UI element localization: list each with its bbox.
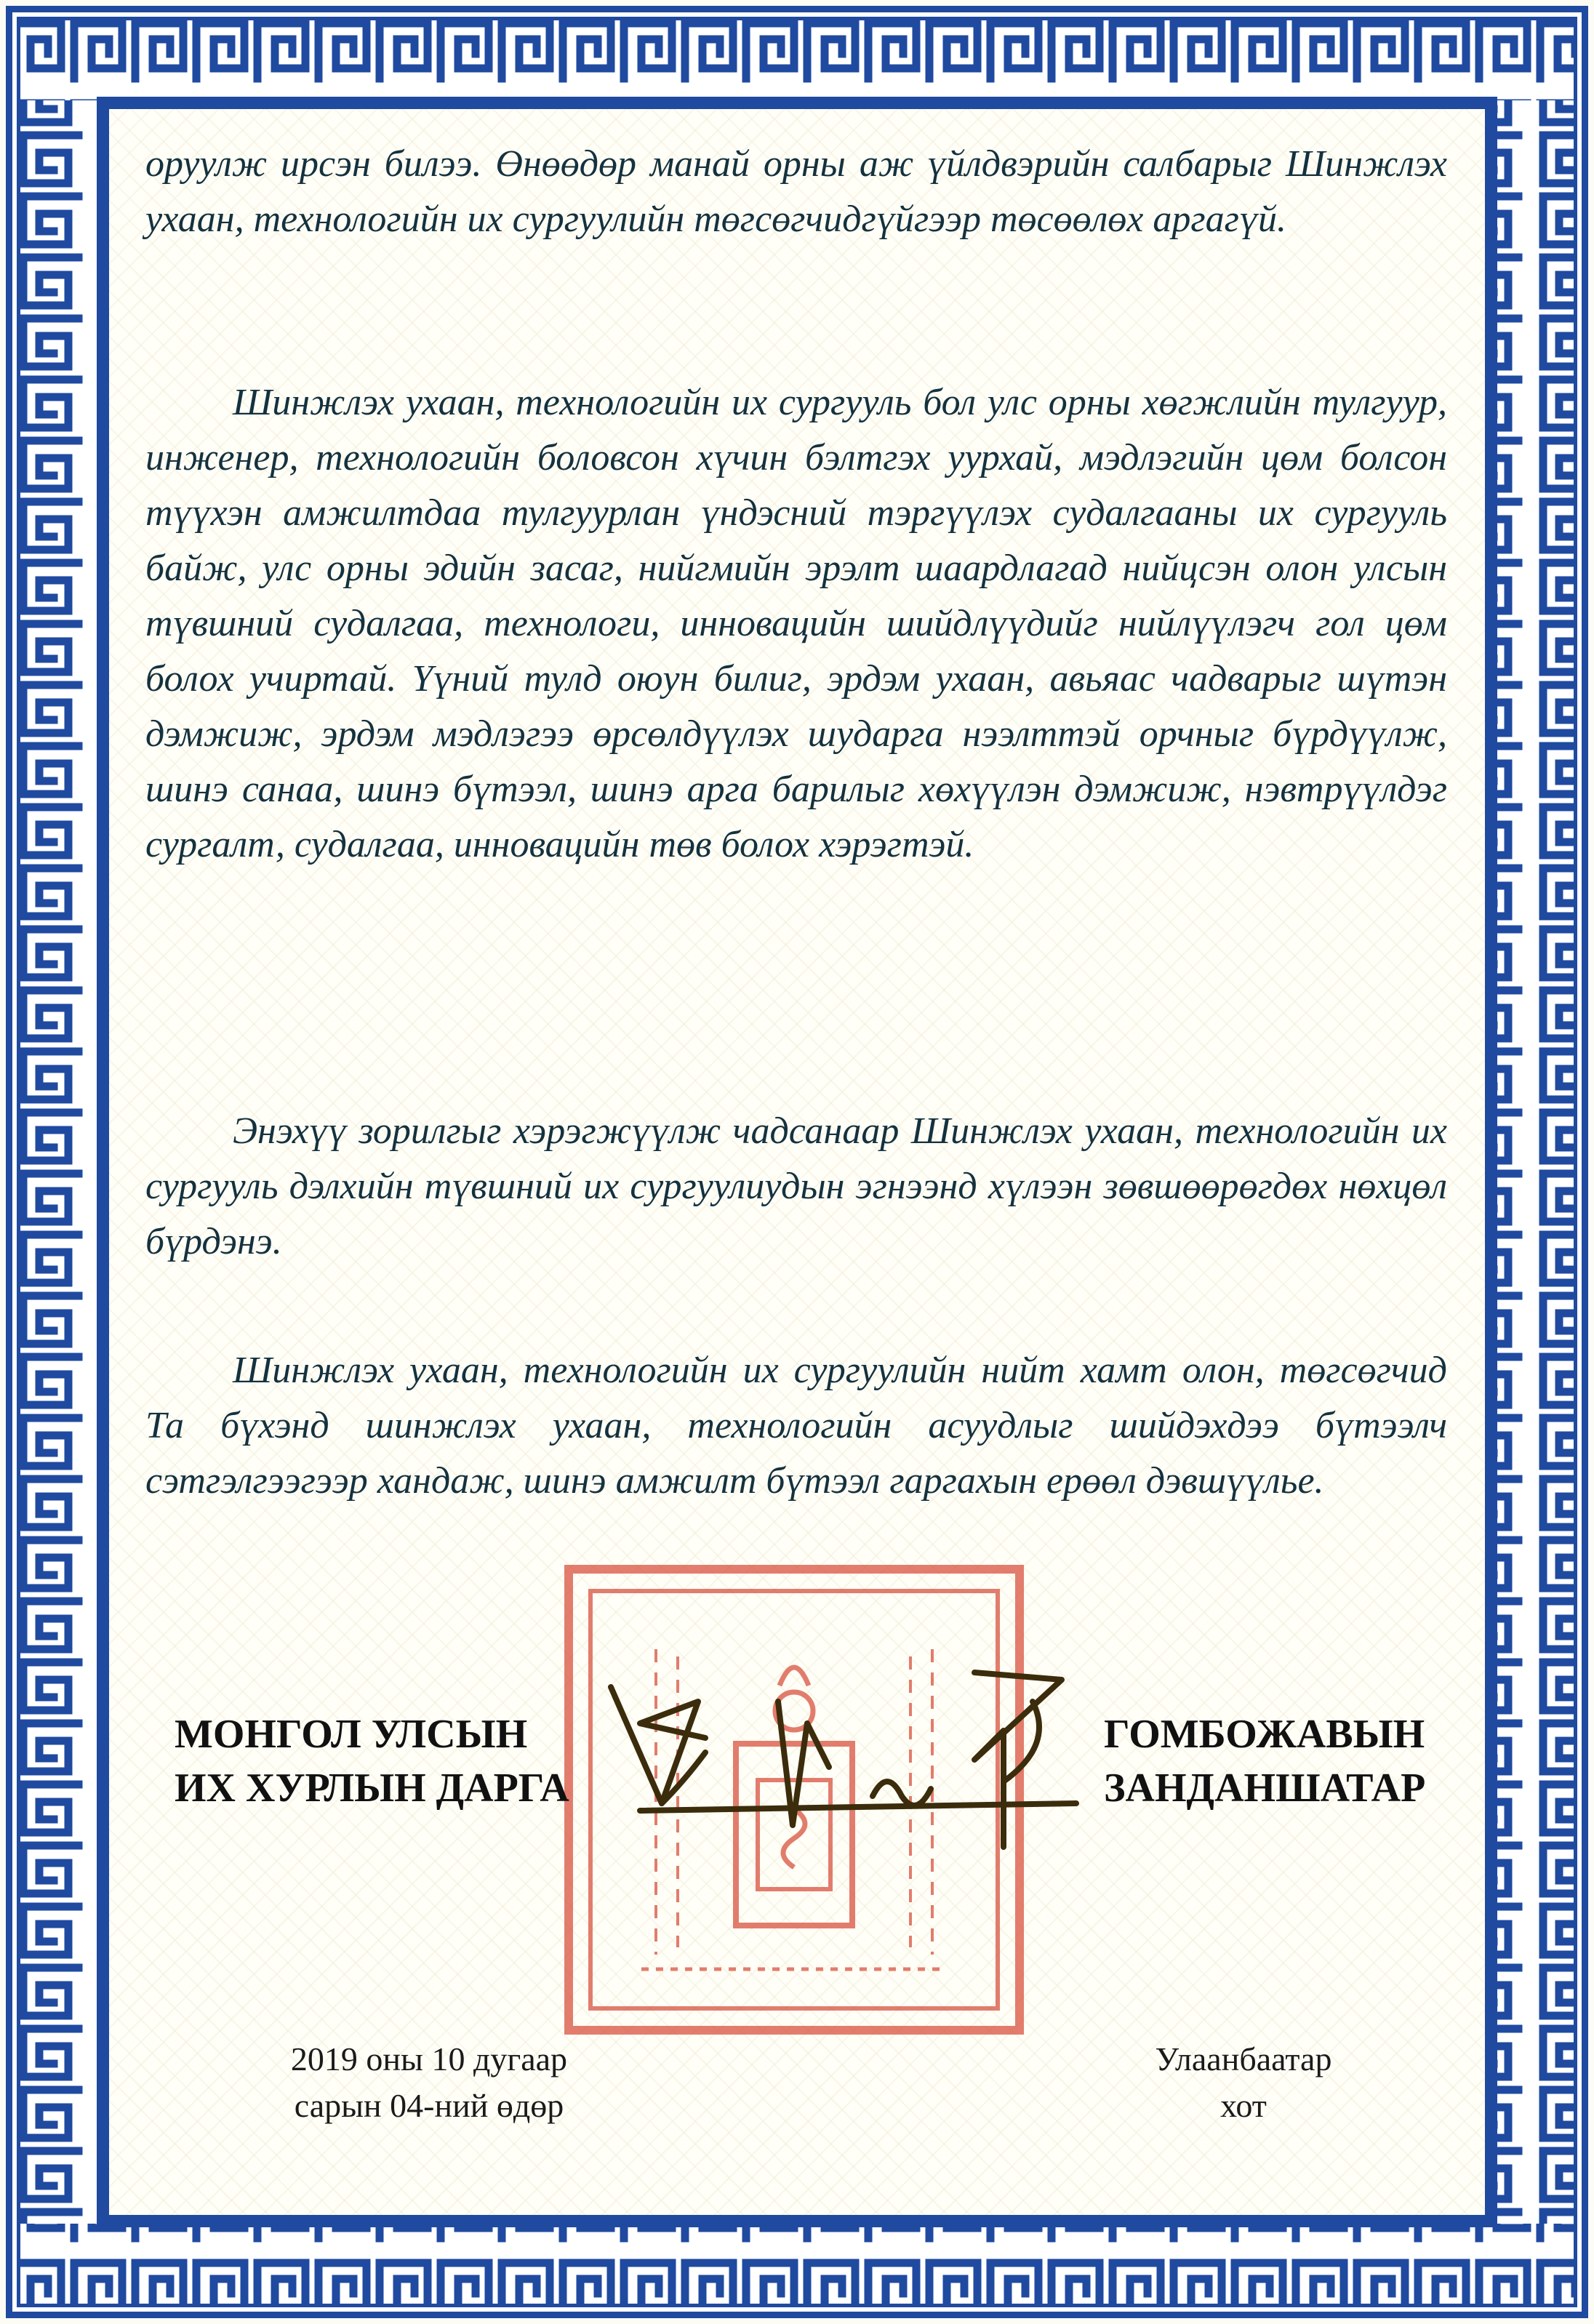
paragraph-3: Энэхүү зорилгыг хэрэгжүүлж чадсанаар Шинжлэх ухаан, технологийн их сургууль дэлхийн түвшний их сургуулиудын эгнээнд хүлээн зөвшөөрөгдөх нөхцөл бүрдэнэ. xyxy=(145,1110,1447,1262)
signatory-name xyxy=(1104,1707,1482,1815)
border-bottom xyxy=(20,2224,1574,2304)
signatory-title-line-1: МОНГОЛ УЛСЫН xyxy=(175,1712,528,1757)
paragraph-2: Шинжлэх ухаан, технологийн их сургууль бол улс орны хөгжлийн тулгуур, инженер, технологийн боловсон хүчин бэлтгэх уурхай, мэдлэгийн цөм болсон түүхэн амжилтдаа тулгуурлан үндэсний тэргүүлэх судалгааны их сургууль байж, улс орны эдийн засаг, нийгмийн эрэлт шаардлагад нийцсэн олон улсын түвшний судалгаа, технологи, инновацийн шийдлүүдийг нийлүүлэгч гол цөм болох учиртай. Үүний тулд оюун билиг, эрдэм ухаан, авьяас чадварыг шүтэн дэмжиж, эрдэм мэдлэгээ өрсөлдүүлэх шударга нээлттэй орчныг бүрдүүлж, шинэ санаа, шинэ бүтээл, шинэ арга барилыг хөхүүлэн дэмжиж, нэвтрүүлдэг сургалт, судалгаа, инновацийн төв болох хэрэгтэй. xyxy=(145,382,1447,865)
issue-place-line-1: Улаанбаатар xyxy=(1155,2040,1332,2077)
signatory-title-line-2: ИХ ХУРЛЫН ДАРГА xyxy=(175,1766,569,1811)
paragraph-4: Шинжлэх ухаан, технологийн их сургуулийн нийт хамт олон, төгсөгчид Та бүхэнд шинжлэх ухаан, технологийн асуудлыг шийдэхдээ бүтээлч сэтгэлгээгээр хандаж, шинэ амжилт бүтээл гаргахын ерөөл дэвшүүлье. xyxy=(145,1350,1447,1502)
signature-icon xyxy=(596,1658,1091,1876)
signatory-title xyxy=(175,1707,611,1815)
paragraph-1: оруулж ирсэн билээ. Өнөөдөр манай орны аж үйлдвэрийн салбарыг Шинжлэх ухаан, технологийн их сургуулийн төгсөгчидгүйгээр төсөөлөх аргагүй. xyxy=(145,143,1447,240)
signatory-name-line-1: ГОМБОЖАВЫН xyxy=(1104,1712,1425,1757)
issue-date-line-1: 2019 оны 10 дугаар xyxy=(290,2040,568,2077)
signatory-name-line-2: ЗАНДАНШАТАР xyxy=(1104,1766,1426,1811)
border-left xyxy=(20,100,100,2224)
border-top xyxy=(20,20,1574,100)
issue-date xyxy=(218,2036,640,2129)
border-right xyxy=(1494,100,1574,2224)
issue-place xyxy=(1091,2036,1396,2129)
issue-date-line-2: сарын 04-ний өдөр xyxy=(294,2087,564,2124)
issue-place-line-2: хот xyxy=(1220,2087,1267,2124)
